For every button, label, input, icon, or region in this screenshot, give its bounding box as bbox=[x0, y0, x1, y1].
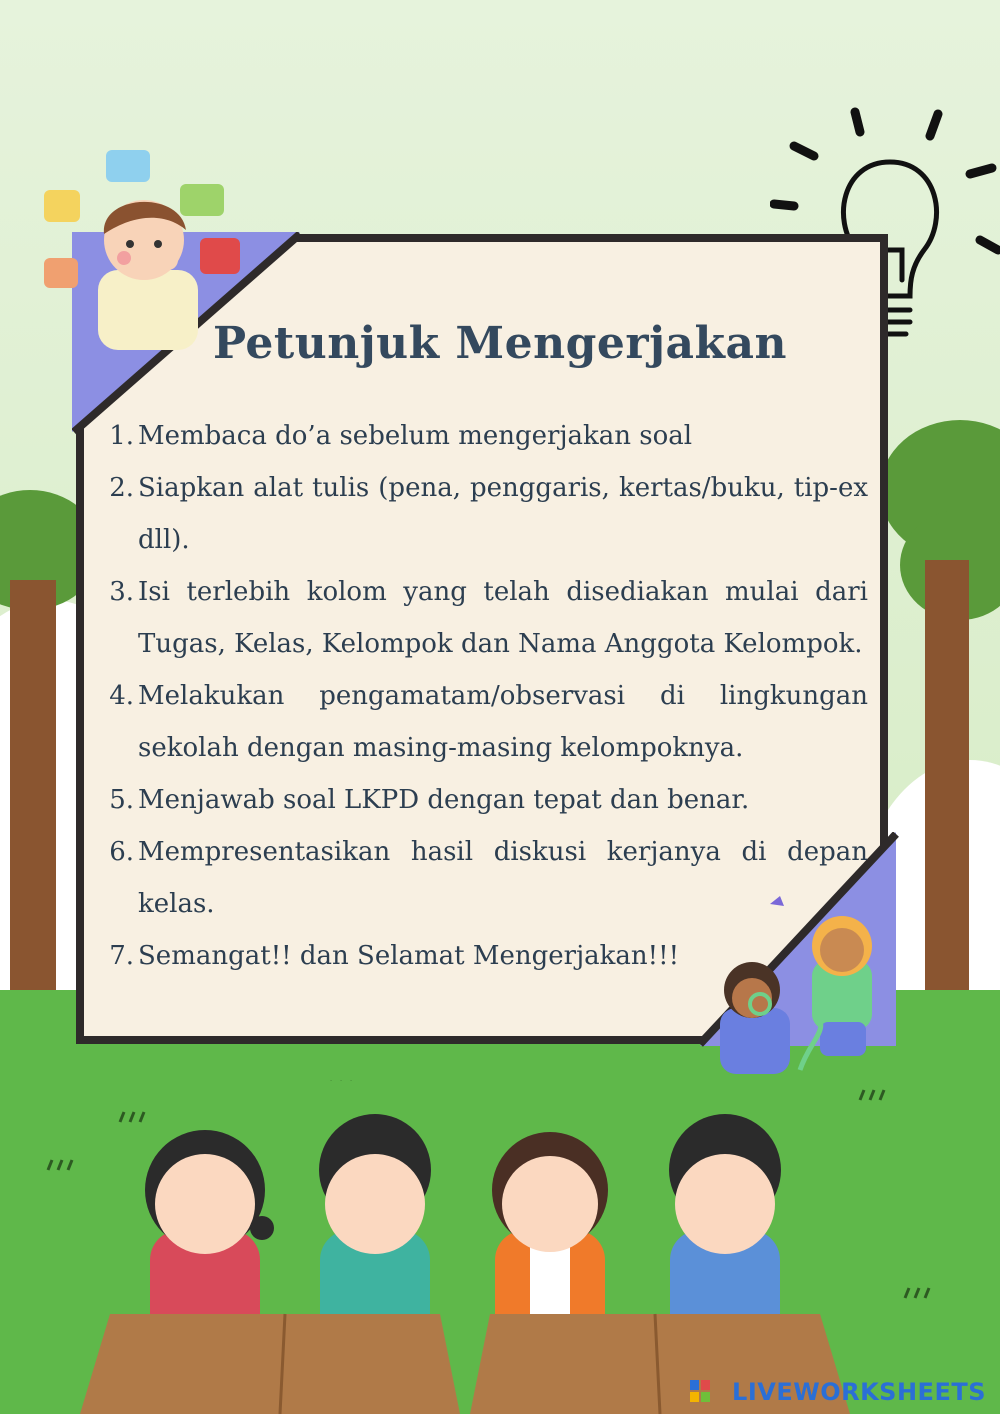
list-item-text: Melakukan pengamatam/observasi di lingkungan sekolah dengan masing-masing kelompoknya. bbox=[138, 681, 868, 763]
list-item-text: Isi terlebih kolom yang telah disediakan mulai dari Tugas, Kelas, Kelompok dan Nama Anggota Kelompok. bbox=[138, 577, 868, 659]
list-item bbox=[104, 566, 868, 670]
liveworksheets-logo-icon bbox=[690, 1380, 710, 1402]
list-item-text: Mempresentasikan hasil diskusi kerjanya di depan kelas. bbox=[138, 837, 868, 919]
list-item bbox=[104, 462, 868, 566]
list-item-number: 1. bbox=[109, 421, 134, 451]
list-item-text: Membaca do’a sebelum mengerjakan soal bbox=[138, 421, 693, 451]
list-item-text: Siapkan alat tulis (pena, penggaris, kertas/buku, tip-ex dll). bbox=[138, 473, 868, 555]
list-item-number: 3. bbox=[109, 577, 134, 607]
children-desks-illustration bbox=[0, 1080, 1000, 1414]
list-item-number: 6. bbox=[109, 837, 134, 867]
list-item-text: Semangat!! dan Selamat Mengerjakan!!! bbox=[138, 941, 680, 971]
list-item bbox=[104, 774, 868, 826]
page-title: Petunjuk Mengerjakan bbox=[213, 318, 787, 369]
list-item-number: 2. bbox=[109, 473, 134, 503]
list-item bbox=[104, 670, 868, 774]
watermark: LIVEWORKSHEETS bbox=[732, 1378, 986, 1406]
tree-right-trunk bbox=[925, 560, 969, 1000]
list-item-number: 5. bbox=[109, 785, 134, 815]
list-item bbox=[104, 410, 868, 462]
kids-exploring-illustration bbox=[700, 890, 920, 1080]
list-item-number: 4. bbox=[109, 681, 134, 711]
list-item-number: 7. bbox=[109, 941, 134, 971]
list-item-text: Menjawab soal LKPD dengan tepat dan benar. bbox=[138, 785, 750, 815]
tree-left-trunk bbox=[10, 580, 56, 1000]
